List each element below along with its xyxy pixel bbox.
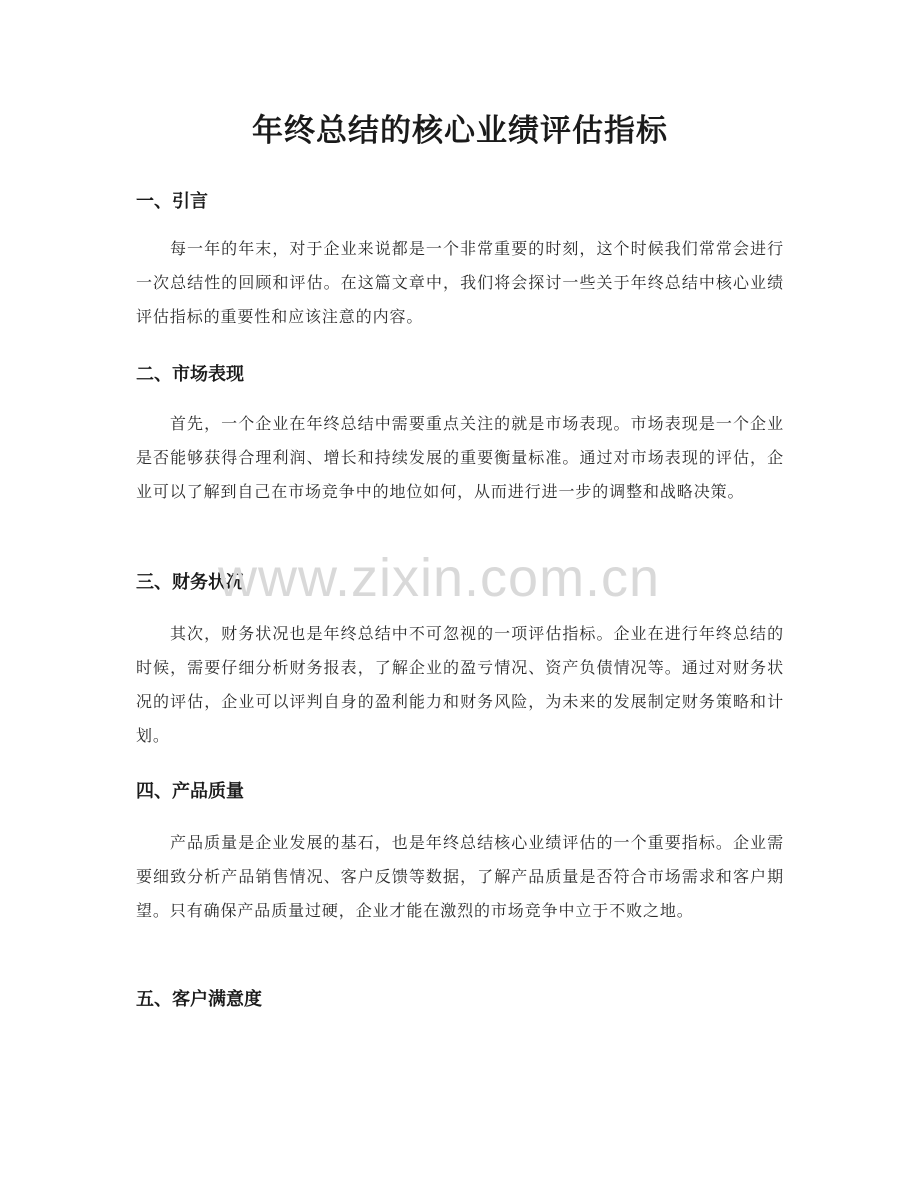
section-heading-finance: 三、财务状况 bbox=[136, 572, 244, 593]
section-heading-satisfaction: 五、客户满意度 bbox=[136, 989, 262, 1010]
section-paragraph-intro: 每一年的年末，对于企业来说都是一个非常重要的时刻，这个时候我们常常会进行一次总结性的回顾和评估。在这篇文章中，我们将会探讨一些关于年终总结中核心业绩评估指标的重要性和应该注意的内容。 bbox=[136, 239, 784, 326]
section-heading-intro: 一、引言 bbox=[136, 191, 208, 212]
section-paragraph-quality: 产品质量是企业发展的基石，也是年终总结核心业绩评估的一个重要指标。企业需要细致分析产品销售情况、客户反馈等数据，了解产品质量是否符合市场需求和客户期望。只有确保产品质量过硬，企业才能在激烈的市场竞争中立于不败之地。 bbox=[136, 833, 784, 920]
section-heading-market: 二、市场表现 bbox=[136, 364, 244, 385]
section-paragraph-finance: 其次，财务状况也是年终总结中不可忽视的一项评估指标。企业在进行年终总结的时候，需要仔细分析财务报表，了解企业的盈亏情况、资产负债情况等。通过对财务状况的评估，企业可以评判自身的盈利能力和财务风险，为未来的发展制定财务策略和计划。 bbox=[136, 624, 784, 745]
watermark: www.zixin.com.cn bbox=[218, 548, 661, 608]
section-paragraph-market: 首先，一个企业在年终总结中需要重点关注的就是市场表现。市场表现是一个企业是否能够获得合理利润、增长和持续发展的重要衡量标准。通过对市场表现的评估，企业可以了解到自己在市场竞争中的地位如何，从而进行进一步的调整和战略决策。 bbox=[136, 414, 784, 501]
section-heading-quality: 四、产品质量 bbox=[136, 781, 244, 802]
document-title: 年终总结的核心业绩评估指标 bbox=[252, 113, 668, 149]
